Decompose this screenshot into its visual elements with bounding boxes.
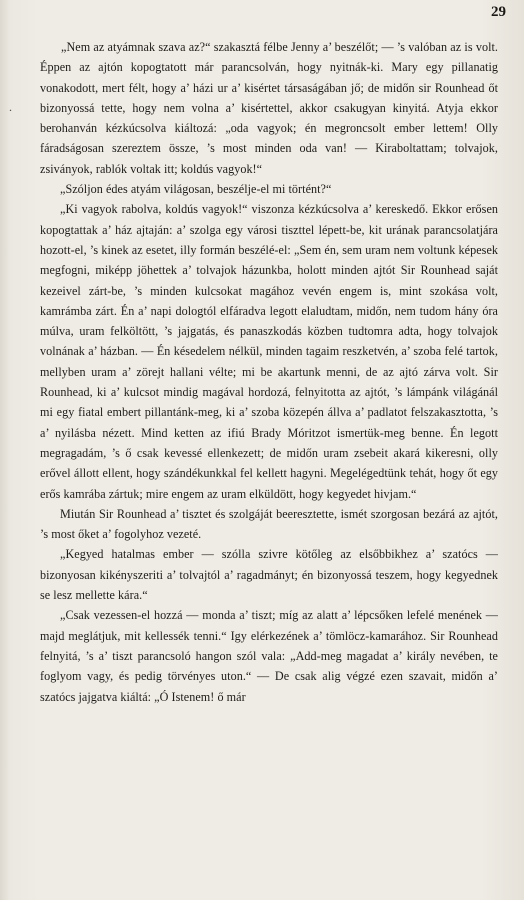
paragraph: „Csak vezessen-el hozzá — monda a’ tiszt; míg az alatt a’ lépcsőken lefelé menének — majd meglátjuk, mit kellessék tenni.“ Igy elérkezének a’ tömlöcz-kamarához. Sir Rounhead felnyitá, ’s a’ tiszt parancsoló hangon szól vala: „Add-meg magadat a’ király nevében, te foglyom vagy, és pedig törvényes uton.“ — De csak alig végzé ezen szavait, midőn a’ szatócs jajgatva kiáltá: „Ó Istenem! ő már (40, 608, 498, 704)
text-body (40, 37, 498, 707)
page-number: 29 (491, 4, 506, 20)
paragraph: Miután Sir Rounhead a’ tisztet és szolgáját beeresztette, ismét szorgosan bezárá az ajtót, ’s most őket a’ fogolyhoz vezeté. (40, 506, 498, 542)
margin-mark: . (9, 100, 12, 114)
paragraph: „Ki vagyok rabolva, koldús vagyok!“ viszonza kézkúcsolva a’ kereskedő. Ekkor erősen kopogtattak a’ ház ajtaján: a’ szolga egy városi tiszttel lépett-be, kit urának parancsolatjára hozott-el, ’s kinek az esetet, illy formán beszélé-el: „Sem én, sem uram nem voltunk képesek megfogni, miképp jöhettek a’ tolvajok házunkba, holott minden ajtót Sir Rounhead saját kezeivel zárt-be, ’s minden kulcsokat magához vevén engem is, mint szokása volt, kamrámba zárt. Én a’ napi dologtól elfáradva legott elaludtam, midőn, nem tudom hány óra múlva, uram felköltött, ’s jajgatás, és panaszkodás közben tudtomra adta, hogy tolvajok volnának a’ házban. — Én késedelem nélkül, minden tagaim reszketvén, a’ szoba felé tartok, mellyben uram a’ zörejt hallani vélte; mi be akartunk menni, de az ajtó zárva volt. Sir Rounhead, ki a’ kulcsot mindig magával hordozá, felnyitotta az ajtót, ’s lámpánk világánál mi egy fiatal embert pillantánk-meg, ki a’ szoba közepén állva a’ padlatot felszakasztotta, ’s a’ nyilásba nézett. Mind ketten az ifiú Brady Móritzot ismertük-meg benne. Én legott megragadám, ’s ő csak kevessé ellenkezett; de midőn uram zsebeit akará kikeresni, olly erővel állott ellent, hogy szándékunkkal fel kellett hagyni. Megelégedtünk tehát, hogy őt egy erős kamrába zártuk; mire engem az uram elküldött, hogy kegyedet hivjam.“ (40, 202, 498, 501)
paragraph: „Szóljon édes atyám világosan, beszélje-el mi történt?“ (60, 182, 332, 197)
paragraph: „Nem az atyámnak szava az?“ szakasztá félbe Jenny a’ beszélőt; — ’s valóban az is volt. Éppen az ajtón kopogtatott már parancsolván, hogy nyitnák-ki. Mary egy pillanatig vonakodott, mert félt, hogy a’ házi ur a’ kisértet társaságában jő; de midőn sir Rounhead őt bizonyossá tette, hogy nem volna a’ kisértettel, akkor csakugyan kinyitá. Atyja ekkor berohanván kézkúcsolva kiáltozá: „oda vagyok; én megroncsolt ember lettem! Olly fáradságosan szereztem össze, ’s most minden oda van! — Kiraboltattam; tolvajok, zsiványok, rablók voltak itt; koldús vagyok!“ (40, 40, 498, 176)
paragraph: „Kegyed hatalmas ember — szólla szivre kötőleg az elsőbbikhez a’ szatócs — bizonyosan kikényszeriti a’ tolvajtól a’ ragadmányt; én bizonyossá teszem, hogy kegyednek se lesz mellette kára.“ (40, 547, 498, 603)
